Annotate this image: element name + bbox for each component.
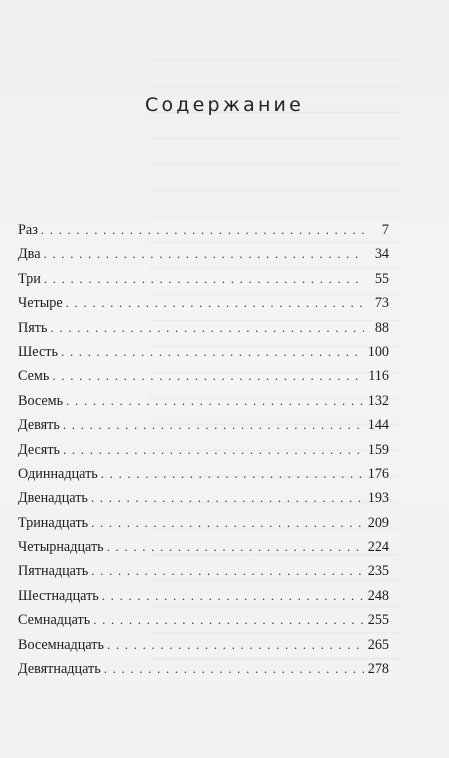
toc-entry-page: 132 xyxy=(367,392,389,409)
toc-entry-page: 224 xyxy=(367,539,389,556)
toc-entry-label: Тринадцать xyxy=(18,514,89,531)
toc-entry-page: 100 xyxy=(367,343,389,360)
toc-dot-leader xyxy=(91,486,364,510)
toc-entry-label: Десять xyxy=(18,441,60,458)
toc-entry-label: Девять xyxy=(18,417,60,434)
toc-entry-label: Четыре xyxy=(18,295,63,312)
toc-dot-leader xyxy=(93,608,364,632)
toc-dot-leader xyxy=(50,316,364,340)
toc-entry xyxy=(18,242,389,266)
toc-entry-page: 159 xyxy=(367,441,389,458)
toc-entry xyxy=(18,316,389,340)
toc-entry xyxy=(18,559,389,583)
toc-entry-label: Пятнадцать xyxy=(18,563,89,580)
toc-entry-label: Восемнадцать xyxy=(18,636,104,653)
toc-entry-page: 235 xyxy=(367,563,389,580)
toc-entry xyxy=(18,218,389,242)
toc-dot-leader xyxy=(41,218,364,242)
toc-dot-leader xyxy=(91,511,364,535)
toc-entry xyxy=(18,438,389,462)
toc-entry-page: 55 xyxy=(374,270,389,287)
toc-entry-label: Пять xyxy=(18,319,48,336)
toc-entry xyxy=(18,511,389,535)
toc-entry-page: 88 xyxy=(374,319,389,336)
toc-dot-leader xyxy=(61,340,364,364)
toc-entry-page: 73 xyxy=(374,295,389,312)
toc-entry-label: Три xyxy=(18,270,41,287)
toc-entry-label: Шесть xyxy=(18,343,58,360)
toc-entry xyxy=(18,486,389,510)
toc-entry-label: Раз xyxy=(18,222,38,238)
toc-dot-leader xyxy=(104,657,364,681)
toc-entry xyxy=(18,413,389,437)
toc-entry-label: Два xyxy=(18,246,41,263)
toc-dot-leader xyxy=(66,389,364,413)
toc-dot-leader xyxy=(44,242,365,266)
toc-entry-label: Четырнадцать xyxy=(18,539,104,556)
toc-entry-page: 7 xyxy=(381,222,389,238)
toc-entry xyxy=(18,340,389,364)
table-of-contents xyxy=(18,218,389,681)
toc-entry xyxy=(18,535,389,559)
toc-entry-page: 193 xyxy=(367,490,389,507)
toc-dot-leader xyxy=(101,462,364,486)
toc-entry-page: 248 xyxy=(367,587,389,604)
toc-dot-leader xyxy=(52,364,364,388)
toc-dot-leader xyxy=(107,535,364,559)
toc-dot-leader xyxy=(66,291,364,315)
toc-entry-label: Двенадцать xyxy=(18,490,88,507)
toc-entry-label: Семь xyxy=(18,368,50,385)
toc-dot-leader xyxy=(63,413,364,437)
toc-entry-page: 34 xyxy=(374,246,389,263)
toc-entry xyxy=(18,657,389,681)
toc-entry xyxy=(18,291,389,315)
toc-entry xyxy=(18,608,389,632)
toc-entry-page: 176 xyxy=(367,465,389,482)
toc-dot-leader xyxy=(63,438,364,462)
toc-entry-label: Шестнадцать xyxy=(18,587,99,604)
toc-dot-leader xyxy=(102,584,364,608)
toc-entry xyxy=(18,364,389,388)
toc-entry-label: Восемь xyxy=(18,392,64,409)
toc-entry-label: Семнадцать xyxy=(18,612,91,629)
toc-entry-page: 116 xyxy=(368,368,389,385)
toc-entry xyxy=(18,584,389,608)
toc-entry-page: 255 xyxy=(367,612,389,629)
toc-entry xyxy=(18,267,389,291)
toc-entry-label: Одиннадцать xyxy=(18,465,98,482)
toc-entry xyxy=(18,633,389,657)
toc-entry xyxy=(18,389,389,413)
toc-dot-leader xyxy=(107,633,364,657)
toc-dot-leader xyxy=(44,267,364,291)
toc-entry-page: 278 xyxy=(367,661,389,678)
toc-entry-page: 209 xyxy=(367,514,389,531)
toc-entry-page: 265 xyxy=(367,636,389,653)
toc-dot-leader xyxy=(91,559,364,583)
page-title: Содержание xyxy=(145,94,304,116)
toc-entry-label: Девятнадцать xyxy=(18,661,101,678)
toc-entry xyxy=(18,462,389,486)
toc-entry-page: 144 xyxy=(367,417,389,434)
